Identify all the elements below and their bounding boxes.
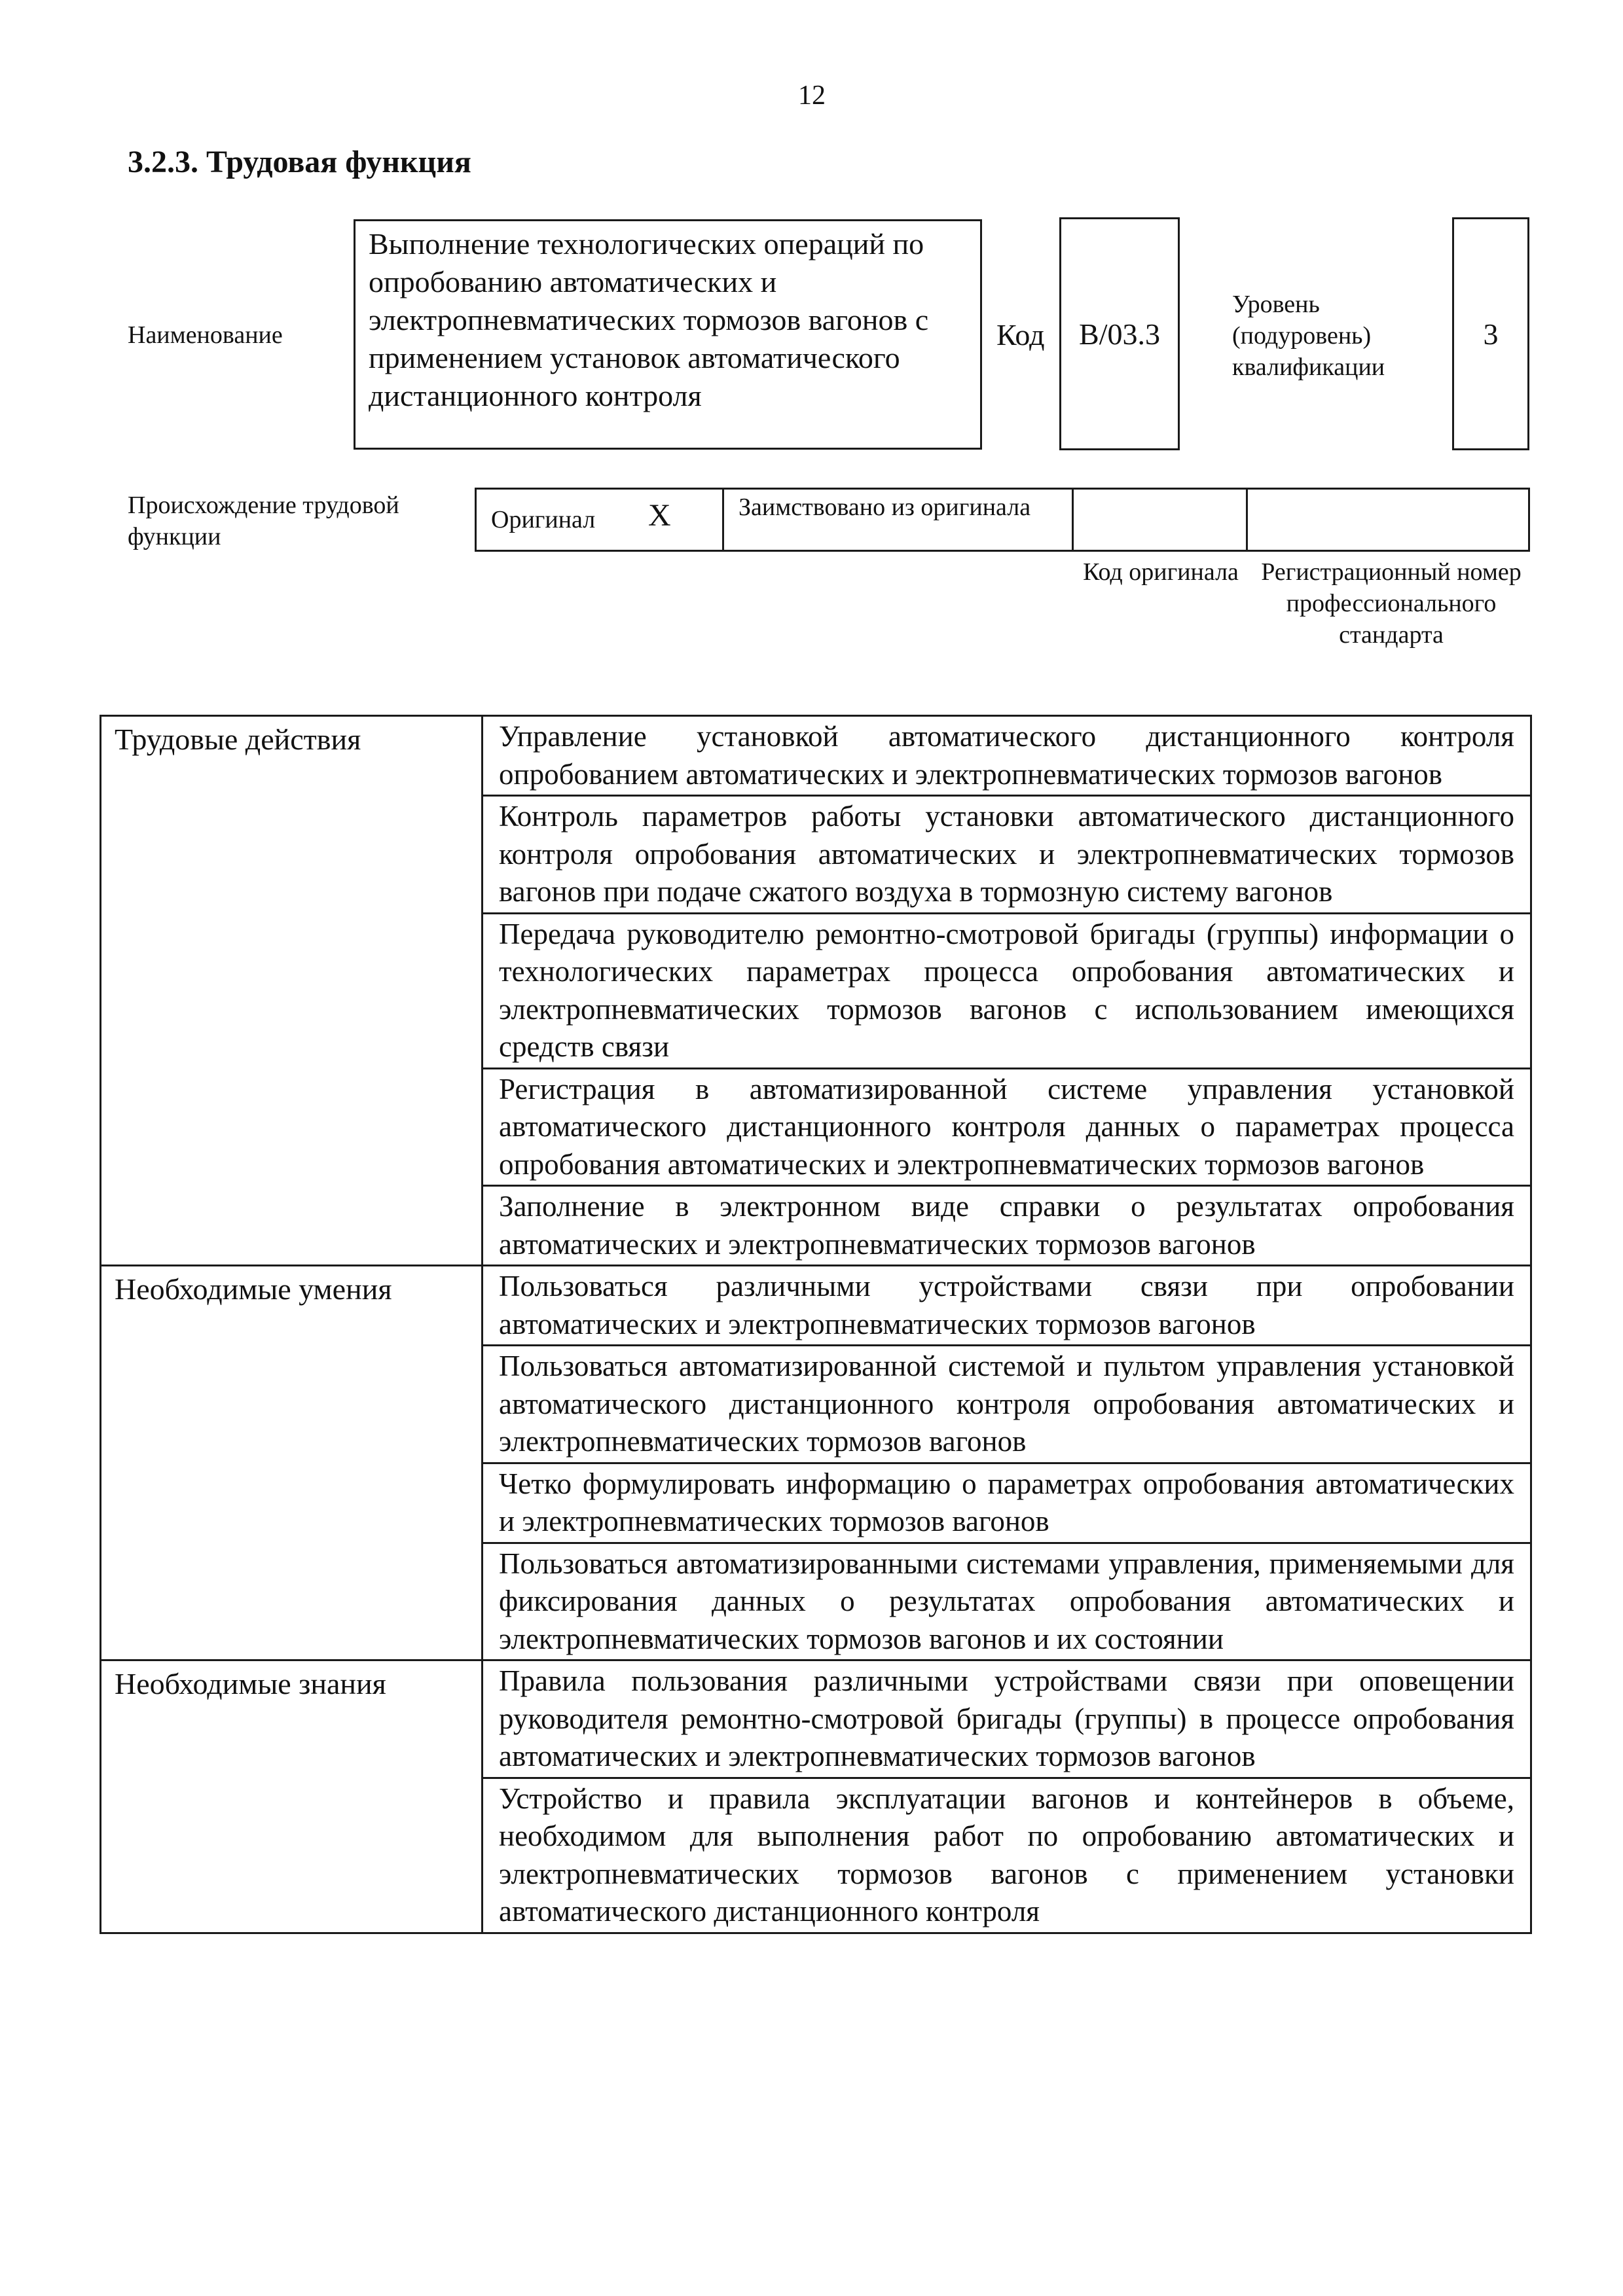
origin-row xyxy=(475,488,1530,552)
function-name-box: Выполнение технологических операций по опробованию автоматических и электропневматических тормозов вагонов с применением установок автоматического дистанционного контроля xyxy=(354,219,982,450)
original-mark: X xyxy=(648,498,671,533)
skills-label: Необходимые умения xyxy=(101,1266,483,1660)
knowledge-item: Устройство и правила эксплуатации вагонов и контейнеров в объеме, необходимом для выполнения работ по опробованию автоматических и электропневматических тормозов вагонов с применением установки автоматического дистанционного контроля xyxy=(483,1778,1531,1933)
origin-label: Происхождение трудовой функции xyxy=(128,492,399,550)
skill-item: Пользоваться различными устройствами связи при опробовании автоматических и электропневматических тормозов вагонов xyxy=(483,1266,1531,1346)
code-value: B/03.3 xyxy=(1059,217,1180,450)
table-row xyxy=(101,1660,1531,1778)
labor-actions-label: Трудовые действия xyxy=(101,716,483,1266)
reg-caption: Регистрационный номер профессионального стандарта xyxy=(1261,558,1522,649)
labor-action-item: Регистрация в автоматизированной системе управления установкой автоматического дистанционного контроля данных о параметрах процесса опробования автоматических и электропневматических тормозов вагонов xyxy=(483,1068,1531,1186)
code-caption: Код оригинала xyxy=(1083,558,1239,586)
name-label: Наименование xyxy=(128,321,283,349)
reg-number-cell xyxy=(1248,490,1528,550)
page-number: 12 xyxy=(798,81,826,111)
skill-item: Пользоваться автоматизированной системой и пультом управления установкой автоматического дистанционного контроля опробования автоматических и электропневматических тормозов вагонов xyxy=(483,1346,1531,1463)
function-table xyxy=(100,715,1532,1934)
table-row xyxy=(101,1266,1531,1346)
labor-action-item: Заполнение в электронном виде справки о результатах опробования автоматических и электропневматических тормозов вагонов xyxy=(483,1186,1531,1266)
borrowed-label: Заимствовано из оригинала xyxy=(724,490,1074,550)
original-label: Оригинал xyxy=(491,506,596,533)
labor-action-item: Управление установкой автоматического дистанционного контроля опробованием автоматических и электропневматических тормозов вагонов xyxy=(483,716,1531,796)
level-value: 3 xyxy=(1452,217,1529,450)
origin-original-cell xyxy=(477,490,724,550)
table-row xyxy=(101,716,1531,796)
labor-action-item: Контроль параметров работы установки автоматического дистанционного контроля опробования автоматических и электропневматических тормозов вагонов при подаче сжатого воздуха в тормозную систему вагонов xyxy=(483,796,1531,914)
skill-item: Пользоваться автоматизированными системами управления, применяемыми для фиксирования данных о результатах опробования автоматических и электропневматических тормозов вагонов и их состоянии xyxy=(483,1543,1531,1660)
section-title: 3.2.3. Трудовая функция xyxy=(128,145,471,179)
skill-item: Четко формулировать информацию о параметрах опробования автоматических и электропневматических тормозов вагонов xyxy=(483,1463,1531,1543)
knowledge-label: Необходимые знания xyxy=(101,1660,483,1933)
level-label: Уровень (подуровень) квалификации xyxy=(1232,291,1385,381)
original-code-cell xyxy=(1074,490,1248,550)
knowledge-item: Правила пользования различными устройствами связи при оповещении руководителя ремонтно-смотровой бригады (группы) в процессе опробования автоматических и электропневматических тормозов вагонов xyxy=(483,1660,1531,1778)
labor-action-item: Передача руководителю ремонтно-смотровой бригады (группы) информации о технологических параметрах процесса опробования автоматических и электропневматических тормозов вагонов с использованием имеющихся средств связи xyxy=(483,913,1531,1068)
code-label: Код xyxy=(996,318,1045,351)
